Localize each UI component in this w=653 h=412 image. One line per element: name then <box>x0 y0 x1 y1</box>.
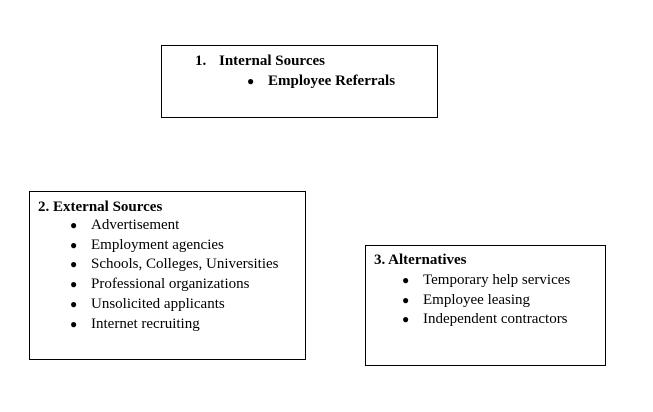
bullet-icon: ● <box>247 74 255 88</box>
list-item-label: Temporary help services <box>423 272 571 288</box>
list-item-label: Advertisement <box>91 217 180 233</box>
internal-sources-box <box>161 45 438 118</box>
list-item <box>244 72 395 92</box>
list-item-label: Unsolicited applicants <box>91 295 225 312</box>
internal-sources-title: Internal Sources <box>219 53 325 69</box>
external-sources-heading: 2. External Sources <box>38 199 163 215</box>
list-item <box>399 310 570 330</box>
list-item-label: Internet recruiting <box>91 315 200 332</box>
external-sources-box <box>29 191 306 360</box>
list-item <box>67 255 279 275</box>
list-item <box>67 275 279 295</box>
bullet-icon: ● <box>70 218 78 232</box>
bullet-icon: ● <box>70 277 78 292</box>
list-item-label: Employment agencies <box>91 236 224 253</box>
alternatives-list <box>399 271 570 330</box>
internal-sources-heading <box>195 52 325 70</box>
bullet-icon: ● <box>402 273 410 287</box>
list-item <box>67 216 279 236</box>
list-item <box>67 236 279 256</box>
list-item <box>399 291 570 311</box>
list-item-label: Professional organizations <box>91 276 250 293</box>
bullet-icon: ● <box>402 312 410 327</box>
bullet-icon: ● <box>70 257 78 272</box>
bullet-icon: ● <box>70 296 78 311</box>
bullet-icon: ● <box>70 237 78 252</box>
bullet-icon: ● <box>402 292 410 307</box>
list-item-label: Independent contractors <box>423 311 568 328</box>
list-item <box>67 295 279 315</box>
list-item <box>399 271 570 291</box>
internal-sources-number: 1. <box>195 53 207 69</box>
alternatives-heading: 3. Alternatives <box>374 252 467 268</box>
list-item <box>67 315 279 335</box>
alternatives-box <box>365 245 606 366</box>
list-item-label: Schools, Colleges, Universities <box>91 256 279 273</box>
internal-sources-list <box>244 72 395 92</box>
list-item-label: Employee leasing <box>423 291 531 308</box>
bullet-icon: ● <box>70 316 78 331</box>
external-sources-list <box>67 216 279 334</box>
list-item-label: Employee Referrals <box>268 73 396 89</box>
